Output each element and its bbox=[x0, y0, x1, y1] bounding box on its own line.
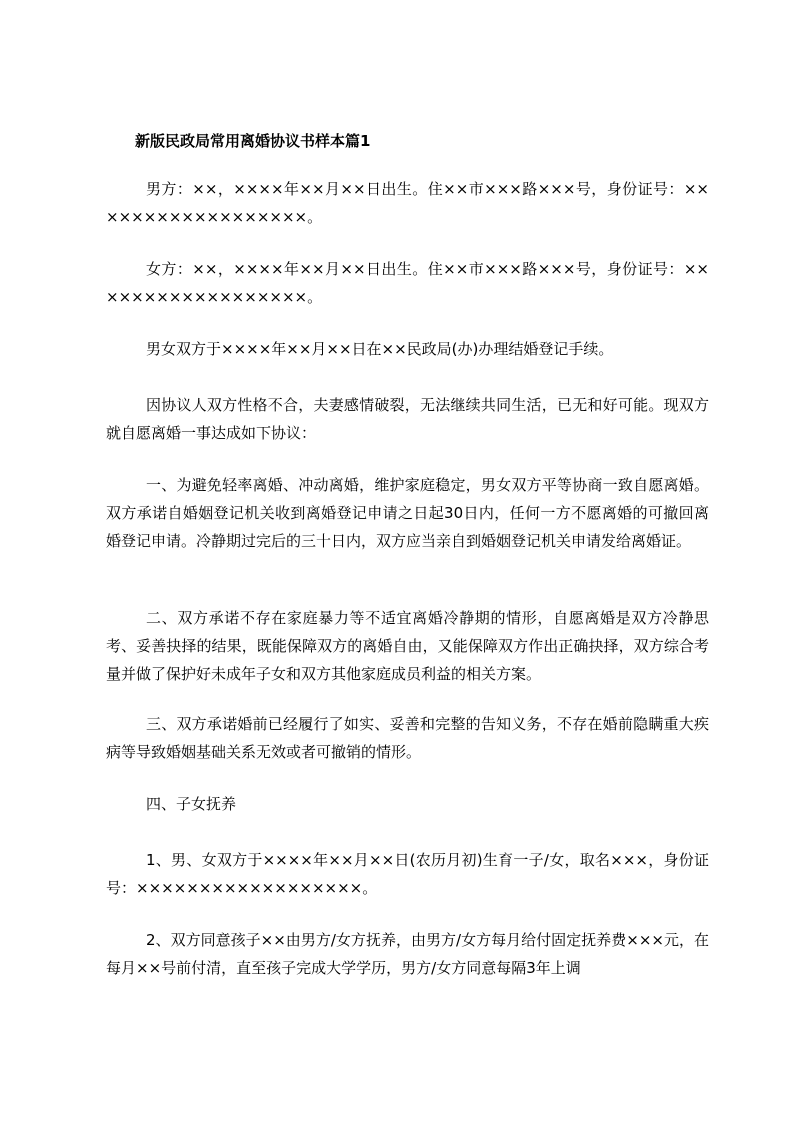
paragraph-husband-info: 男方：××，××××年××月××日出生。住××市×××路×××号，身份证号：××××××××××××××××××。 bbox=[106, 180, 709, 226]
paragraph-child-support: 2、双方同意孩子××由男方/女方抚养，由男方/女方每月给付固定抚养费×××元，在每月××号前付清，直至孩子完成大学学历，男方/女方同意每隔3年上调 bbox=[106, 931, 709, 977]
paragraph-divorce-reason: 因协议人双方性格不合，夫妻感情破裂，无法继续共同生活，已无和好可能。现双方就自愿离婚一事达成如下协议： bbox=[106, 396, 709, 442]
paragraph-wife-info: 女方：××，××××年××月××日出生。住××市×××路×××号，身份证号：××××××××××××××××××。 bbox=[106, 260, 709, 306]
paragraph-clause-2: 二、双方承诺不存在家庭暴力等不适宜离婚冷静期的情形，自愿离婚是双方冷静思考、妥善抉择的结果，既能保障双方的离婚自由，又能保障双方作出正确抉择，双方综合考量并做了保护好未成年子女和双方其他家庭成员利益的相关方案。 bbox=[106, 609, 709, 683]
paragraph-clause-4-heading: 四、子女抚养 bbox=[146, 795, 237, 813]
paragraph-clause-3: 三、双方承诺婚前已经履行了如实、妥善和完整的告知义务，不存在婚前隐瞒重大疾病等导致婚姻基础关系无效或者可撤销的情形。 bbox=[106, 715, 709, 761]
document-title: 新版民政局常用离婚协议书样本篇1 bbox=[135, 132, 371, 150]
paragraph-child-info: 1、男、女双方于××××年××月××日(农历月初)生育一子/女，取名×××，身份证号：××××××××××××××××××。 bbox=[106, 851, 709, 897]
paragraph-marriage-registration: 男女双方于××××年××月××日在××民政局(办)办理结婚登记手续。 bbox=[146, 340, 614, 358]
paragraph-clause-1: 一、为避免轻率离婚、冲动离婚，维护家庭稳定，男女双方平等协商一致自愿离婚。双方承诺自婚姻登记机关收到离婚登记申请之日起30日内，任何一方不愿离婚的可撤回离婚登记申请。冷静期过完后的三十日内，双方应当亲自到婚姻登记机关申请发给离婚证。 bbox=[106, 476, 709, 550]
